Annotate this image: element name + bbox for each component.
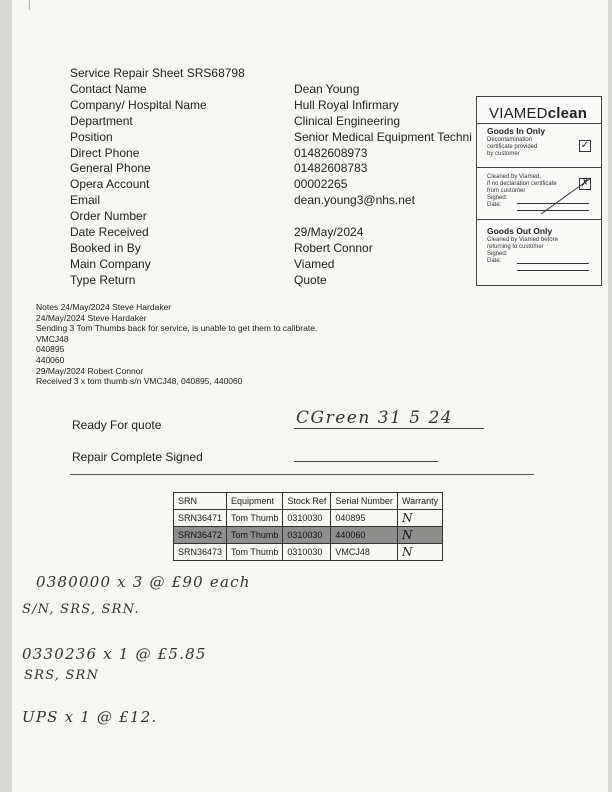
field-value: 01482608783 xyxy=(294,161,368,176)
field-row xyxy=(70,146,474,162)
cleaned-section xyxy=(477,167,601,220)
goods-in-line: by customer xyxy=(487,151,520,157)
warranty-cell: N xyxy=(397,527,442,544)
table-row xyxy=(174,544,443,561)
ready-signature-line xyxy=(294,428,484,429)
cleaned-line: from customer xyxy=(487,188,526,194)
field-label: Booked in By xyxy=(70,240,141,255)
field-row xyxy=(70,257,474,273)
handwritten-line: S/N, SRS, SRN. xyxy=(22,602,140,617)
date-line xyxy=(517,270,589,271)
table-row-highlighted xyxy=(174,527,443,544)
field-label: Date Received xyxy=(70,225,149,240)
signed-label: Signed: xyxy=(487,195,508,201)
goods-out-line: returning to customer xyxy=(487,244,544,250)
field-label: Direct Phone xyxy=(70,145,140,160)
field-row xyxy=(70,225,474,241)
field-row xyxy=(70,82,474,98)
table-cell: Tom Thumb xyxy=(227,510,283,527)
field-value: Viamed xyxy=(294,256,335,271)
field-row xyxy=(70,209,474,225)
field-label: Position xyxy=(70,129,113,144)
brand-light: VIAMED xyxy=(489,105,548,122)
field-value xyxy=(294,209,474,225)
note-line: 440060 xyxy=(36,354,65,365)
table-cell: 0310030 xyxy=(283,544,331,561)
goods-in-title: Goods In Only xyxy=(487,126,546,136)
note-line: 040895 xyxy=(36,344,65,355)
divider xyxy=(70,474,534,475)
table-cell: 040895 xyxy=(331,510,398,527)
warranty-cell: N xyxy=(397,510,442,527)
decontam-checkbox: ✓ xyxy=(580,140,590,151)
email-value: dean.young3@nhs.net xyxy=(294,193,415,208)
field-row xyxy=(70,193,474,209)
table-cell: SRN36471 xyxy=(174,510,227,527)
cleaned-slash-mark xyxy=(537,176,593,216)
note-line: VMCJ48 xyxy=(36,333,69,344)
column-header: SRN xyxy=(174,493,227,510)
note-line: Notes 24/May/2024 Steve Hardaker xyxy=(36,302,172,312)
handwritten-line: 0330236 x 1 @ £5.85 xyxy=(22,645,207,663)
scan-mark: | xyxy=(28,0,31,11)
table-row xyxy=(174,510,443,527)
brand-bold: clean xyxy=(547,105,588,122)
field-value: Senior Medical Equipment Techni xyxy=(294,129,472,144)
signed-line xyxy=(517,263,589,264)
column-header: Serial Number xyxy=(331,493,398,510)
field-label: General Phone xyxy=(70,161,151,176)
column-header: Stock Ref xyxy=(283,493,331,510)
cleaned-line: Cleaned by Viamed, xyxy=(487,174,541,180)
parts-table xyxy=(173,492,443,561)
table-cell: VMCJ48 xyxy=(331,544,398,561)
field-value: Robert Connor xyxy=(294,240,373,255)
field-label: Department xyxy=(70,113,133,128)
field-value: Quote xyxy=(294,272,327,287)
field-value: Clinical Engineering xyxy=(294,113,401,128)
field-row xyxy=(70,273,474,289)
field-value: 01482608973 xyxy=(294,145,368,160)
column-header: Equipment xyxy=(227,493,283,510)
note-line: Sending 3 Tom Thumbs back for service, is unable to get them to calibrate. xyxy=(36,323,318,334)
notes-block xyxy=(36,302,317,387)
note-line: Received 3 x tom thumb s/n VMCJ48, 040895, 440060 xyxy=(36,376,243,387)
field-row xyxy=(70,114,474,130)
field-value: Dean Young xyxy=(294,82,360,96)
date-label: Date: xyxy=(487,258,502,264)
field-label: Email xyxy=(70,193,101,208)
table-cell: 0310030 xyxy=(283,510,331,527)
table-cell: SRN36472 xyxy=(174,527,227,544)
column-header: Warranty xyxy=(397,493,442,510)
viamed-clean-box xyxy=(476,96,602,286)
field-label: Order Number xyxy=(70,209,147,224)
table-cell: SRN36473 xyxy=(174,544,227,561)
table-header-row xyxy=(174,493,443,510)
handwritten-line: 0380000 x 3 @ £90 each xyxy=(36,573,251,591)
table-cell: 0310030 xyxy=(283,527,331,544)
handwritten-line: SRS, SRN xyxy=(24,668,100,683)
field-label: Type Return xyxy=(70,272,136,287)
field-label: Contact Name xyxy=(70,82,147,96)
field-label: Company/ Hospital Name xyxy=(70,97,207,112)
ready-for-quote-label: Ready For quote xyxy=(72,418,162,432)
field-row xyxy=(70,98,474,114)
cleaned-line: if no declaration certificate xyxy=(487,181,557,187)
field-row xyxy=(70,241,474,257)
field-value: 29/May/2024 xyxy=(294,225,364,240)
field-label: Opera Account xyxy=(70,177,150,192)
handwritten-line: UPS x 1 @ £12. xyxy=(22,708,158,726)
repair-complete-label: Repair Complete Signed xyxy=(72,450,203,464)
goods-out-title: Goods Out Only xyxy=(487,226,553,236)
sheet-title: Service Repair Sheet SRS68798 xyxy=(70,66,245,80)
field-value: 00002265 xyxy=(294,177,348,192)
signed-label: Signed: xyxy=(487,251,508,257)
field-value: Hull Royal Infirmary xyxy=(294,97,399,112)
warranty-cell: N xyxy=(397,544,442,561)
viamed-clean-logo xyxy=(489,105,587,122)
field-label: Main Company xyxy=(70,256,151,271)
field-row xyxy=(70,161,474,177)
field-row xyxy=(70,177,474,193)
goods-out-section xyxy=(477,219,601,286)
goods-in-section xyxy=(477,123,601,168)
goods-in-line: certificate provided xyxy=(487,144,538,150)
field-row xyxy=(70,130,474,146)
table-cell: 440060 xyxy=(331,527,398,544)
goods-out-line: Cleaned by Viamed before xyxy=(487,237,558,243)
cleaned-checkbox: ✗ xyxy=(580,178,590,189)
note-line: 29/May/2024 Robert Connor xyxy=(36,365,144,376)
date-label: Date: xyxy=(487,202,502,208)
table-cell: Tom Thumb xyxy=(227,527,283,544)
goods-in-line: Decontamination xyxy=(487,137,533,143)
repair-sheet-page xyxy=(12,0,608,792)
note-line: 24/May/2024 Steve Hardaker xyxy=(36,312,147,323)
ready-signature: CGreen 31 5 24 xyxy=(296,408,454,428)
repair-signature-line xyxy=(294,461,438,462)
table-cell: Tom Thumb xyxy=(227,544,283,561)
contact-fields xyxy=(70,82,474,289)
